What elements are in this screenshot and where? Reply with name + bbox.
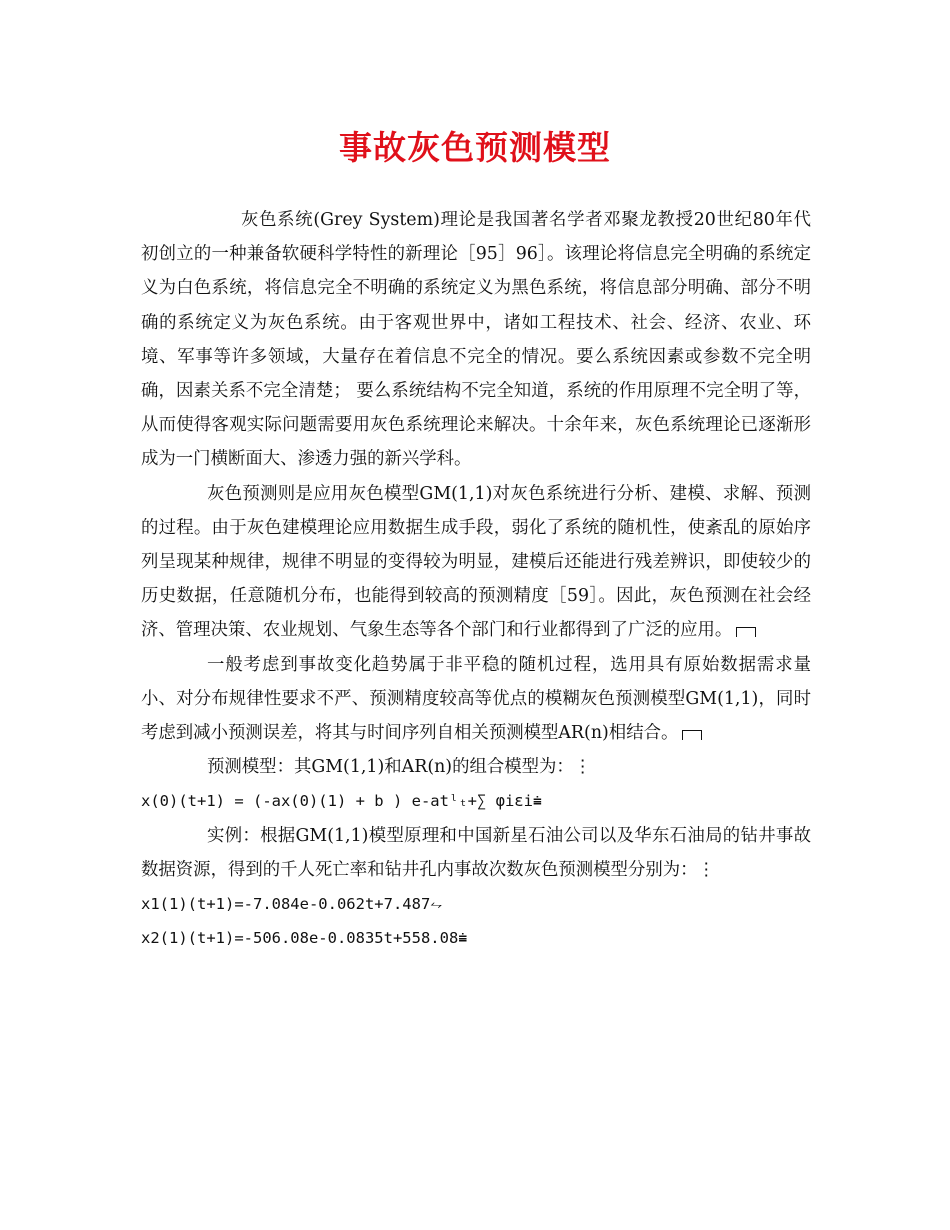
formula-text: x1(1)(t+1)=-7.084e-0.062t+7.487 [141,895,431,914]
formula-combined-model: x(0)(t+1) = (-ax(0)(1) + b ) e-atˡₜ+∑ φiεi⩧ [141,792,542,811]
formula-death-rate [141,887,811,921]
paragraph-grey-prediction [141,477,811,648]
paragraph-model-label: 预测模型：其GM(1,1)和AR(n)的组合模型为：⋮ [207,757,592,778]
paragraph-mark-icon [736,627,756,637]
paragraph-text: 一般考虑到事故变化趋势属于非平稳的随机过程，选用具有原始数据需求量小、对分布规律性要求不严、预测精度较高等优点的模糊灰色预测模型GM(1,1)，同时考虑到减小预测误差，将其与时间序列自相关预测模型AR(n)相结合。 [141,654,811,744]
formula-accident-count: x2(1)(t+1)=-506.08e-0.0835t+558.08⩧ [141,929,468,948]
paragraph-intro: 灰色系统(Grey System)理论是我国著名学者邓聚龙教授20世纪80年代初创立的一种兼备软硬科学特性的新理论［95］96］。该理论将信息完全明确的系统定义为白色系统，将信息完全不明确的系统定义为黑色系统，将信息部分明确、部分不明确的系统定义为灰色系统。由于客观世界中，诸如工程技术、社会、经济、农业、环境、军事等许多领域，大量存在着信息不完全的情况。要么系统因素或参数不完全明确，因素关系不完全清楚； 要么系统结构不完全知道，系统的作用原理不完全明了等，从而使得客观实际问题需要用灰色系统理论来解决。十余年来，灰色系统理论已逐渐形成为一门横断面大、渗透力强的新兴学科。 [141,210,811,470]
paragraph-mark-icon [682,730,702,740]
page-title: 事故灰色预测模型 [339,128,611,167]
paragraph-example: 实例：根据GM(1,1)模型原理和中国新星石油公司以及华东石油局的钻井事故数据资源，得到的千人死亡率和钻井孔内事故次数灰色预测模型分别为：⋮ [141,825,811,880]
paragraph-model-choice [141,648,811,751]
formula-tail-icon: ⥊ [430,895,443,914]
document-body [141,203,811,955]
paragraph-text: 灰色预测则是应用灰色模型GM(1,1)对灰色系统进行分析、建模、求解、预测的过程。由于灰色建模理论应用数据生成手段，弱化了系统的随机性，使紊乱的原始序列呈现某种规律，规律不明显的变得较为明显，建模后还能进行残差辨识，即使较少的历史数据，任意随机分布，也能得到较高的预测精度［59］。因此，灰色预测在社会经济、管理决策、农业规划、气象生态等各个部门和行业都得到了广泛的应用。 [141,483,811,641]
